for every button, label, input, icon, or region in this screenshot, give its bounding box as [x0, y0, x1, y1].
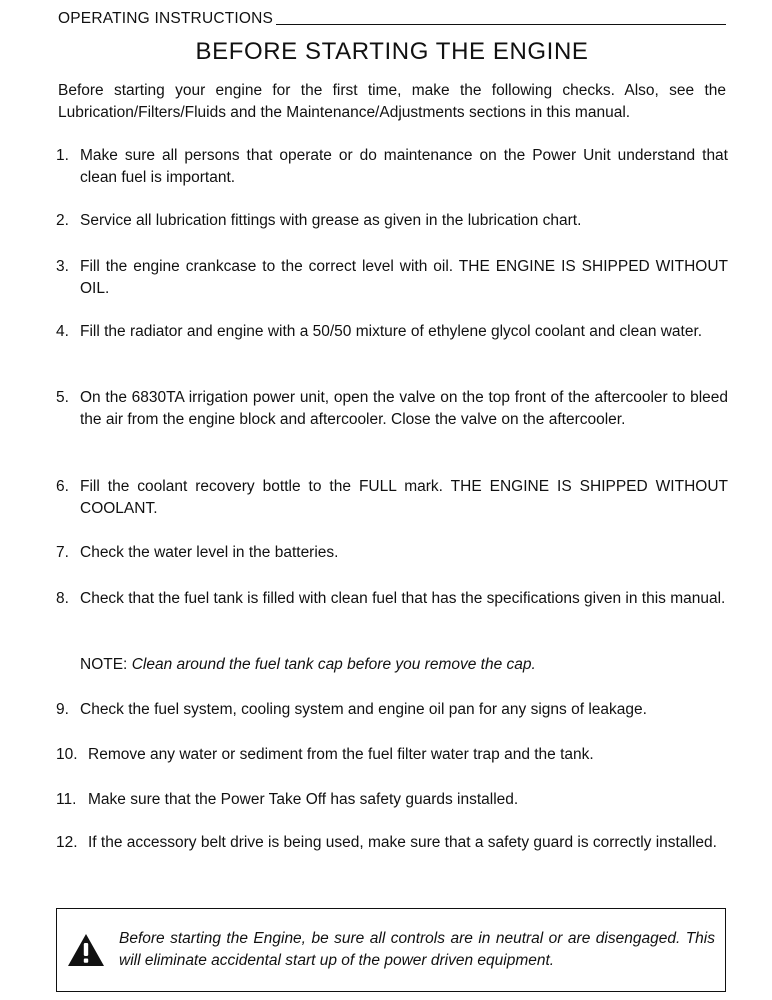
step-text: Check the water level in the batteries. [80, 544, 339, 561]
step-item [56, 321, 728, 343]
page-title: BEFORE STARTING THE ENGINE [195, 38, 589, 65]
step-item [56, 476, 728, 520]
step-number: 8. [56, 590, 69, 607]
step-item [56, 145, 728, 189]
step-number: 5. [56, 389, 69, 406]
step-number: 12. [56, 834, 78, 851]
step-text: Fill the coolant recovery bottle to the FULL mark. THE ENGINE IS SHIPPED WITHOUT COOLANT. [80, 478, 728, 517]
step-text: Remove any water or sediment from the fuel filter water trap and the tank. [88, 746, 594, 763]
step-item [56, 256, 728, 300]
step-text: If the accessory belt drive is being used, make sure that a safety guard is correctly installed. [88, 834, 717, 851]
step-item [56, 542, 728, 564]
warning-triangle-icon [57, 933, 115, 967]
step-number: 1. [56, 147, 69, 164]
step-number: 11. [56, 791, 77, 808]
step-number: 3. [56, 258, 69, 275]
step-item [56, 387, 728, 431]
warning-box [56, 908, 726, 992]
step-number: 4. [56, 323, 69, 340]
step-text: Fill the engine crankcase to the correct level with oil. THE ENGINE IS SHIPPED WITHOUT OIL. [80, 258, 728, 297]
step-number: 2. [56, 212, 69, 229]
step-text: Make sure that the Power Take Off has safety guards installed. [88, 791, 519, 808]
step-text: On the 6830TA irrigation power unit, open the valve on the top front of the aftercooler to bleed the air from the engine block and aftercooler. Close the valve on the aftercooler. [80, 389, 728, 428]
step-text: Fill the radiator and engine with a 50/50 mixture of ethylene glycol coolant and clean water. [80, 323, 703, 340]
note-text: Clean around the fuel tank cap before you remove the cap. [131, 656, 536, 673]
note [80, 654, 720, 676]
step-text: Service all lubrication fittings with grease as given in the lubrication chart. [80, 212, 582, 229]
step-number: 9. [56, 701, 69, 718]
step-number: 7. [56, 544, 69, 561]
step-text: Check that the fuel tank is filled with clean fuel that has the specifications given in this manual. [80, 590, 726, 607]
note-label: NOTE: [80, 656, 128, 673]
section-label: OPERATING INSTRUCTIONS [58, 10, 274, 27]
step-item [56, 832, 728, 854]
section-header [58, 6, 726, 28]
step-item [56, 210, 728, 232]
header-rule [276, 24, 726, 25]
step-item [56, 588, 728, 610]
step-text: Check the fuel system, cooling system and engine oil pan for any signs of leakage. [80, 701, 647, 718]
step-number: 10. [56, 746, 78, 763]
step-item [56, 789, 728, 811]
step-text: Make sure all persons that operate or do maintenance on the Power Unit understand that clean fuel is important. [80, 147, 728, 186]
step-number: 6. [56, 478, 69, 495]
step-item [56, 744, 728, 766]
step-item [56, 699, 728, 721]
intro-paragraph: Before starting your engine for the first time, make the following checks. Also, see the Lubrication/Filters/Fluids and the Maintenance/Adjustments sections in this manual. [58, 82, 726, 121]
warning-text: Before starting the Engine, be sure all controls are in neutral or are disengaged. This will eliminate accidental start up of the power driven equipment. [119, 930, 715, 969]
